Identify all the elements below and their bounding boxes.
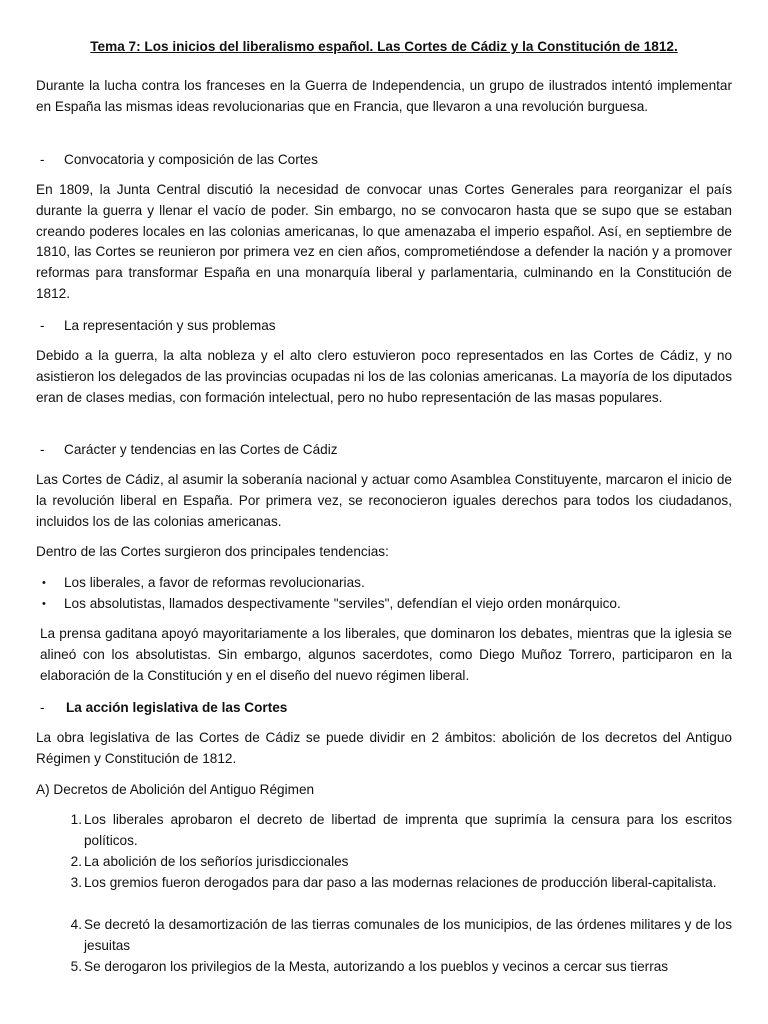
dash-marker: - xyxy=(40,152,45,167)
list-number: 5. xyxy=(70,959,82,974)
paragraph-accion-legislativa: La obra legislativa de las Cortes de Cádiz se puede dividir en 2 ámbitos: abolición de los decretos del Antiguo Régimen y Constitución de 1812. xyxy=(36,730,732,766)
paragraph-representacion: Debido a la guerra, la alta nobleza y el alto clero estuvieron poco representados en las Cortes de Cádiz, y no asistieron los delegados de las provincias ocupadas ni los de las colonias americanas. La mayoría de los diputados eran de clases medias, con formación intelectual, pero no hubo representación de las masas populares. xyxy=(36,348,732,405)
list-item: Los liberales aprobaron el decreto de libertad de imprenta que suprimía la censura para los escritos políticos. xyxy=(84,812,732,848)
subheading-decretos: A) Decretos de Abolición del Antiguo Régimen xyxy=(36,782,315,797)
dash-marker: - xyxy=(40,442,45,457)
intro-paragraph: Durante la lucha contra los franceses en la Guerra de Independencia, un grupo de ilustrados intentó implementar en España las mismas ideas revolucionarias que en Francia, que llevaron a una revolución burguesa. xyxy=(36,78,732,114)
bullet-marker: • xyxy=(42,598,46,610)
list-number: 1. xyxy=(70,812,82,827)
list-number: 2. xyxy=(70,854,82,869)
bullet-marker: • xyxy=(42,577,46,589)
tendencies-intro: Dentro de las Cortes surgieron dos principales tendencias: xyxy=(36,544,389,559)
dash-marker: - xyxy=(40,700,45,715)
paragraph-convocatoria: En 1809, la Junta Central discutió la necesidad de convocar unas Cortes Generales para reorganizar el país durante la guerra y llenar el vacío de poder. Sin embargo, no se convocaron hasta que se supo que se estaban creando poderes locales en las colonias americanas, lo que amenazaba el imperio español. Así, en septiembre de 1810, las Cortes se reunieron por primera vez en cien años, comprometiéndose a defender la nación y a promover reformas para transformar España en una monarquía liberal y parlamentaria, culminando en la Constitución de 1812. xyxy=(36,182,732,301)
list-number: 4. xyxy=(70,917,82,932)
paragraph-prensa: La prensa gaditana apoyó mayoritariamente a los liberales, que dominaron los debates, mientras que la iglesia se alineó con los absolutistas. Sin embargo, algunos sacerdotes, como Diego Muñoz Torrero, participaron en la elaboración de la Constitución y en el diseño del nuevo régimen liberal. xyxy=(40,626,732,683)
section-heading-convocatoria: Convocatoria y composición de las Cortes xyxy=(64,152,318,167)
bullet-item: Los absolutistas, llamados despectivamente "serviles", defendían el viejo orden monárquico. xyxy=(64,596,621,611)
page-title: Tema 7: Los inicios del liberalismo español. Las Cortes de Cádiz y la Constitución de 1812. xyxy=(90,39,678,54)
paragraph-caracter: Las Cortes de Cádiz, al asumir la soberanía nacional y actuar como Asamblea Constituyente, marcaron el inicio de la revolución liberal en España. Por primera vez, se reconocieron iguales derechos para todos los ciudadanos, incluidos los de las colonias americanas. xyxy=(36,472,732,529)
section-heading-caracter: Carácter y tendencias en las Cortes de Cádiz xyxy=(64,442,338,457)
section-heading-accion-legislativa: La acción legislativa de las Cortes xyxy=(66,700,288,715)
bullet-item: Los liberales, a favor de reformas revolucionarias. xyxy=(64,575,365,590)
section-heading-representacion: La representación y sus problemas xyxy=(64,318,276,333)
list-item: La abolición de los señoríos jurisdiccionales xyxy=(84,854,349,869)
dash-marker: - xyxy=(40,318,45,333)
list-item: Los gremios fueron derogados para dar paso a las modernas relaciones de producción liberal-capitalista. xyxy=(84,875,717,890)
list-item: Se derogaron los privilegios de la Mesta, autorizando a los pueblos y vecinos a cercar sus tierras xyxy=(84,959,669,974)
list-number: 3. xyxy=(70,875,82,890)
list-item: Se decretó la desamortización de las tierras comunales de los municipios, de las órdenes militares y de los jesuitas xyxy=(84,917,732,953)
